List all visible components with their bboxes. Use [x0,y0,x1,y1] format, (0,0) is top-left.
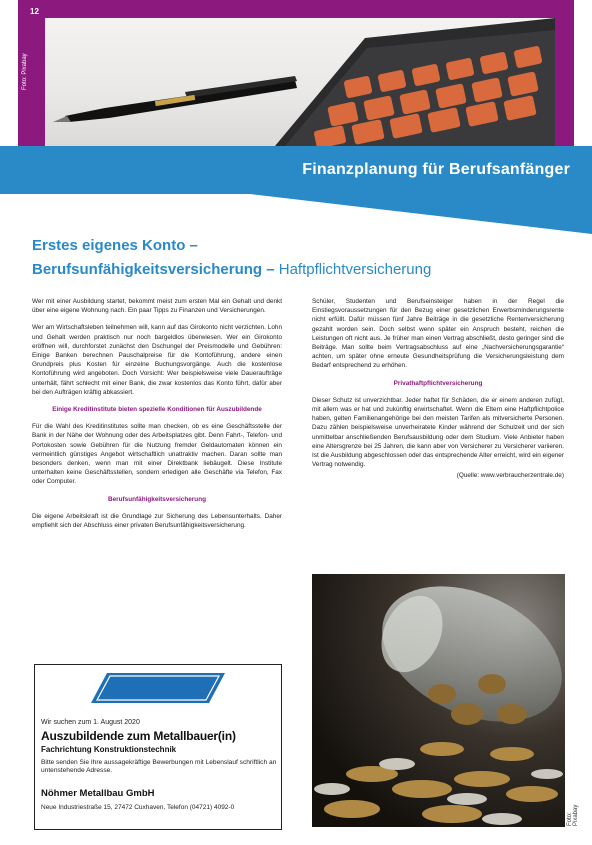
left-text-column [32,297,282,538]
subheading: Privathaftpflichtversicherung [393,379,483,387]
paragraph: Wer mit einer Ausbildung startet, bekommt meist zum ersten Mal ein Gehalt und denkt über eine eigene Wohnung nach. Ein paar Tipps zu Finanzen und Versicherungen. [32,298,282,315]
source-quote: (Quelle: www.verbraucherzentrale.de) [456,472,564,480]
subheading: Einige Kreditinstitute bieten spezielle Konditionen für Auszubildende [52,406,262,414]
coins-jar-photo [312,574,565,827]
ad-body: Bitte senden Sie Ihre aussagekräftige Bewerbungen mit Lebenslauf schriftlich an untenstehende Adresse. [41,759,277,775]
paragraph: Die eigene Arbeitskraft ist die Grundlage zur Sicherung des Lebensunterhalts. Daher empfiehlt sich der Abschluss einer privaten Berufsunfähigkeitsversicherung. [32,512,282,530]
ad-subtitle: Fachrichtung Konstruktionstechnik [41,745,177,754]
article-title-line2 [32,261,431,278]
subheading: Berufsunfähigkeitsversicherung [107,495,207,503]
ad-address: Neue Industriestraße 15, 27472 Cuxhaven, Telefon (04721) 4092-0 [41,804,235,811]
title-banner [0,146,592,234]
ad-title: Auszubildende zum Metallbauer(in) [41,729,236,743]
page-number: 12 [30,7,39,16]
paragraph: Für die Wahl des Kreditinstitutes sollte man checken, ob es eine Geschäftsstelle der Bank in der Nähe der Wohnung oder des Arbeitsplatzes gibt. Denn Fahrt-, Telefon- und Portokosten sowie Gebühren für die Nutzung fremder Geldautomaten können ein vermeintlich günstiges Angebot wirtschaftlich unattraktiv machen. Daran sollte man besonders denken, wenn man mit einer Direktbank liebäugelt. Diese Institute unterhalten keine Geschäftsstellen, sondern erledigen alle Geschäfte via Telefon, Fax oder Computer. [32,423,282,486]
paragraph: Wer am Wirtschaftsleben teilnehmen will, kann auf das Girokonto nicht verzichten. Lohn und Gehalt werden praktisch nur noch bargeldlos überwiesen. Wer ein Girokonto eröffnen will, durchforstet zunächst den Dschungel der Preismodelle und Gebühren: Einige Banken berechnen Pauschalpreise für die Kontoführung, andere einen Grundpreis plus Kosten für einzelne Buchungsvorgänge. Auch die kostenlose Kontoführung wird angeboten. Doch Vorsicht: Wer beispielsweise viele Daueraufträge unterhält, fährt schlecht mit einer Bank, die zwar kostenlos das Konto führt, dafür aber bei den Aufträgen kräftig abkassiert. [32,324,282,396]
hero-photo-calculator-pen [45,18,555,146]
right-text-column [312,297,564,489]
section-headline: Finanzplanung für Berufsanfänger [302,161,570,178]
paragraph: Dieser Schutz ist unverzichtbar. Jeder haftet für Schäden, die er einem anderen zufügt, mit allem was er hat und zukünftig erwirtschaftet. Wenn die Eltern eine Haftpflichtpolice haben, gelten Familienangehörige bei den meisten Tarifen als mitversicherte Personen. Dazu zählen beispielsweise unverheiratete Kinder während der Schulzeit und der sich unmittelbar anschließenden Berufsausbildung oder dem Studium. Viele Anbieter haben eine Altersgrenze bei 25 Jahren, die kann aber von Versicherer zu Versicherer variieren. Ist die Ausbildung abgeschlossen oder das entsprechende Alter erreicht, wird ein eigener Vertrag notwendig. [312,396,564,469]
ad-intro: Wir suchen zum 1. August 2020 [41,719,140,726]
photo-credit-bottom: Foto: Pixabay [567,804,579,826]
paragraph: Schüler, Studenten und Berufseinsteiger haben in der Regel die Einstiegsvoraussetzungen für den Bezug einer gesetzlichen Erwerbsminderungsrente nicht erfüllt. Dafür müssen fünf Jahre Beiträge in die gesetzliche Rentenversicherung gezahlt worden sein. Doch selbst wenn später ein Anspruch besteht, reichen die Leistungen oft nicht aus. Je früher man einen Vertrag abschließt, desto geringer sind die Beiträge. Man sollte beim Vertragsabschluss auf eine „Nachversicherungsgarantie“ achten, um später ohne erneute Gesundheitsprüfung die Versicherungsleistung dem Bedarf entsprechend zu erhöhen. [312,298,564,370]
noehmer-logo [91,673,225,703]
photo-credit-top: Foto: Pixabay [22,53,28,90]
article-title-line1: Erstes eigenes Konto – [32,237,198,254]
job-advertisement [34,664,282,830]
article-title-regular: Haftpflichtversicherung [274,261,432,278]
ad-company: Nöhmer Metallbau GmbH [41,788,155,799]
article-title-bold: Berufsunfähigkeitsversicherung – [32,261,275,278]
